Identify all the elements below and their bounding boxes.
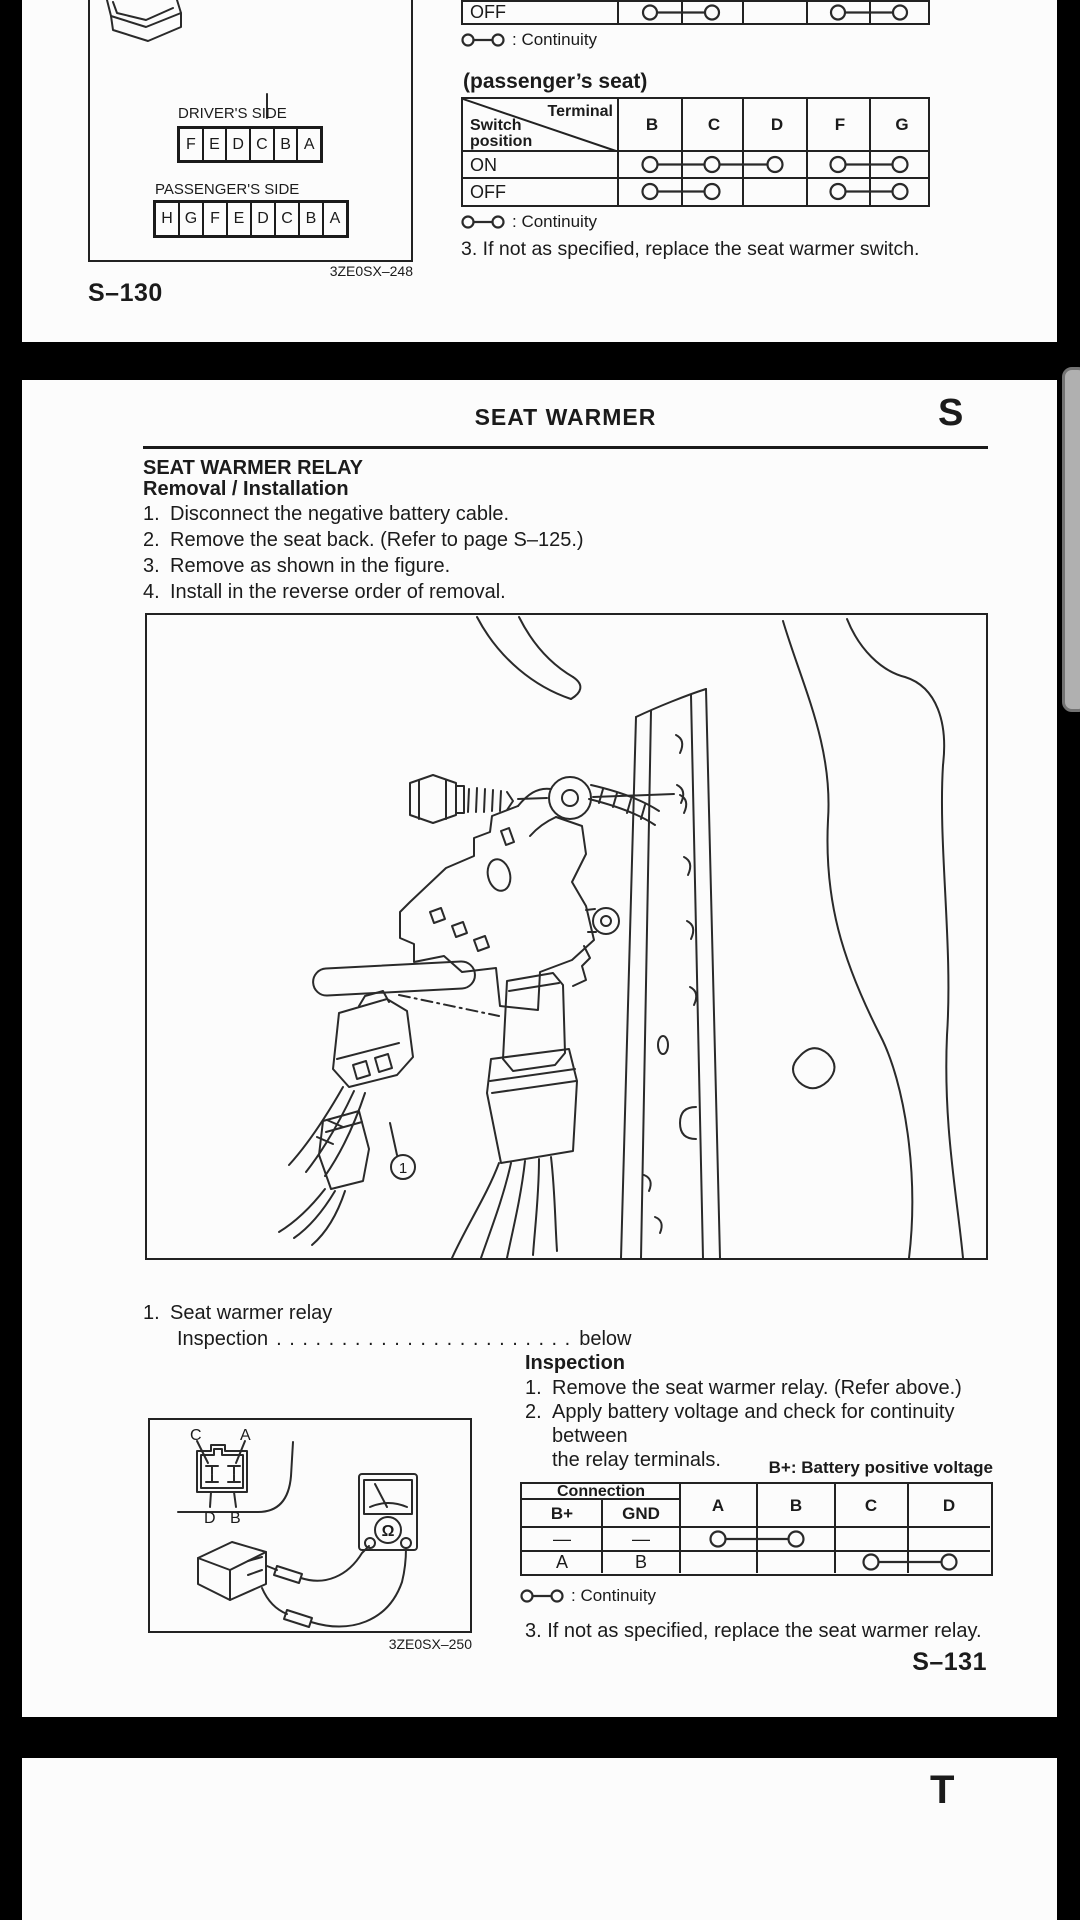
passenger-seat-heading: (passenger’s seat) <box>463 70 648 93</box>
continuity-legend-text: : Continuity <box>512 30 598 49</box>
passenger-pin: E <box>226 203 250 235</box>
col-header: C <box>707 115 721 134</box>
title-rule <box>143 446 988 449</box>
passenger-side-label: PASSENGER'S SIDE <box>155 181 300 198</box>
passenger-side-connector <box>153 200 349 238</box>
driver-pin: E <box>202 129 226 160</box>
relay-continuity-table <box>520 1482 993 1576</box>
page-title: SEAT WARMER <box>474 404 657 430</box>
figure-code: 3ZE0SX–250 <box>388 1636 472 1652</box>
removal-heading: Removal / Installation <box>143 478 349 500</box>
passenger-pin: B <box>298 203 322 235</box>
caption-ref-value: below <box>579 1328 632 1350</box>
continuity-symbol-icon <box>461 214 507 230</box>
driver-switch-table-partial <box>461 0 930 25</box>
section-letter: T <box>930 1768 955 1812</box>
passenger-pin: G <box>178 203 202 235</box>
list-item: 2. Apply battery voltage and check for continuity between <box>525 1401 955 1447</box>
driver-pin: A <box>296 129 320 160</box>
caption-ref-label: Inspection <box>177 1328 269 1350</box>
continuity-legend-text: : Continuity <box>571 1586 657 1605</box>
driver-pin: F <box>185 135 196 153</box>
relay-removal-illustration <box>147 615 986 1258</box>
list-item: 3. Remove as shown in the figure. <box>143 555 451 577</box>
ohm-icon: Ω <box>381 1523 395 1540</box>
relay-inspection-figure <box>148 1418 472 1633</box>
driver-pin: C <box>249 129 273 160</box>
passenger-pin: D <box>250 203 274 235</box>
cell-value: — <box>553 1529 571 1549</box>
relay-heading: SEAT WARMER RELAY <box>143 457 364 479</box>
pin-label-d: D <box>204 1510 216 1527</box>
col-header: G <box>895 115 909 134</box>
table-row-label: OFF <box>470 2 506 22</box>
relay-inspection-illustration <box>150 1420 470 1631</box>
pin-label-a: A <box>240 1427 251 1444</box>
figure-callout-1: 1 <box>398 1160 408 1177</box>
page-t-section <box>22 1758 1057 1920</box>
continuity-legend <box>461 212 597 232</box>
col-header: B <box>645 115 659 134</box>
caption-number: 1. <box>143 1302 160 1324</box>
list-item: 1. Disconnect the negative battery cable. <box>143 503 510 525</box>
list-item: 4. Install in the reverse order of removal. <box>143 581 506 603</box>
page-number-s131: S–131 <box>912 1648 987 1676</box>
passenger-pin: A <box>322 203 346 235</box>
page-number-s130: S–130 <box>88 279 163 307</box>
passenger-pin: H <box>161 210 173 227</box>
col-header: C <box>864 1496 878 1515</box>
col-header: B <box>789 1496 803 1515</box>
table-corner-switch: Switch <box>470 117 522 134</box>
caption-text: Seat warmer relay <box>170 1302 333 1324</box>
pin-label-b: B <box>230 1510 241 1527</box>
continuity-legend <box>461 30 597 50</box>
col-header-gnd: GND <box>622 1504 660 1523</box>
figure-caption <box>143 1302 332 1325</box>
cell-value: B <box>634 1552 648 1572</box>
inspection-heading: Inspection <box>525 1352 626 1374</box>
cell-value: — <box>632 1529 650 1549</box>
caption-reference <box>177 1328 632 1351</box>
col-header: D <box>942 1496 956 1515</box>
table-corner-position: position <box>470 133 533 150</box>
col-header-bplus: B+ <box>550 1504 574 1523</box>
table-row-label: ON <box>470 155 497 175</box>
scrollbar-thumb[interactable] <box>1062 367 1080 712</box>
switch-replace-step: 3. If not as specified, replace the seat warmer switch. <box>461 238 920 260</box>
list-item: the relay terminals. <box>552 1449 721 1471</box>
connection-header: Connection <box>557 1483 645 1500</box>
passenger-switch-table <box>461 97 930 207</box>
passenger-pin: C <box>274 203 298 235</box>
cell-value: A <box>555 1552 569 1572</box>
page-s130 <box>22 0 1057 342</box>
continuity-legend-text: : Continuity <box>512 212 598 231</box>
relay-removal-figure <box>145 613 988 1260</box>
driver-pin: B <box>273 129 297 160</box>
driver-side-label: DRIVER'S SIDE <box>178 105 287 122</box>
driver-pin: D <box>225 129 249 160</box>
list-item: 1. Remove the seat warmer relay. (Refer above.) <box>525 1377 962 1399</box>
section-letter: S <box>938 392 964 434</box>
driver-side-connector <box>177 126 323 163</box>
removal-steps <box>143 501 783 605</box>
table-row-label: OFF <box>470 182 506 202</box>
col-header: A <box>711 1496 725 1515</box>
caption-ref-dots: . . . . . . . . . . . . . . . . . . . . . . . <box>276 1328 572 1350</box>
passenger-pin: F <box>202 203 226 235</box>
voltage-note: B+: Battery positive voltage <box>768 1458 993 1477</box>
table-corner-terminal: Terminal <box>547 103 613 120</box>
continuity-symbol-icon <box>520 1588 566 1604</box>
continuity-symbol-icon <box>461 32 507 48</box>
figure-code: 3ZE0SX–248 <box>329 263 413 279</box>
pin-label-c: C <box>190 1427 202 1444</box>
page-s131 <box>22 380 1057 1717</box>
continuity-legend <box>520 1586 656 1606</box>
col-header: D <box>770 115 784 134</box>
relay-replace-step: 3. If not as specified, replace the seat warmer relay. <box>525 1620 982 1642</box>
col-header: F <box>834 115 846 134</box>
list-item: 2. Remove the seat back. (Refer to page S–125.) <box>143 529 584 551</box>
